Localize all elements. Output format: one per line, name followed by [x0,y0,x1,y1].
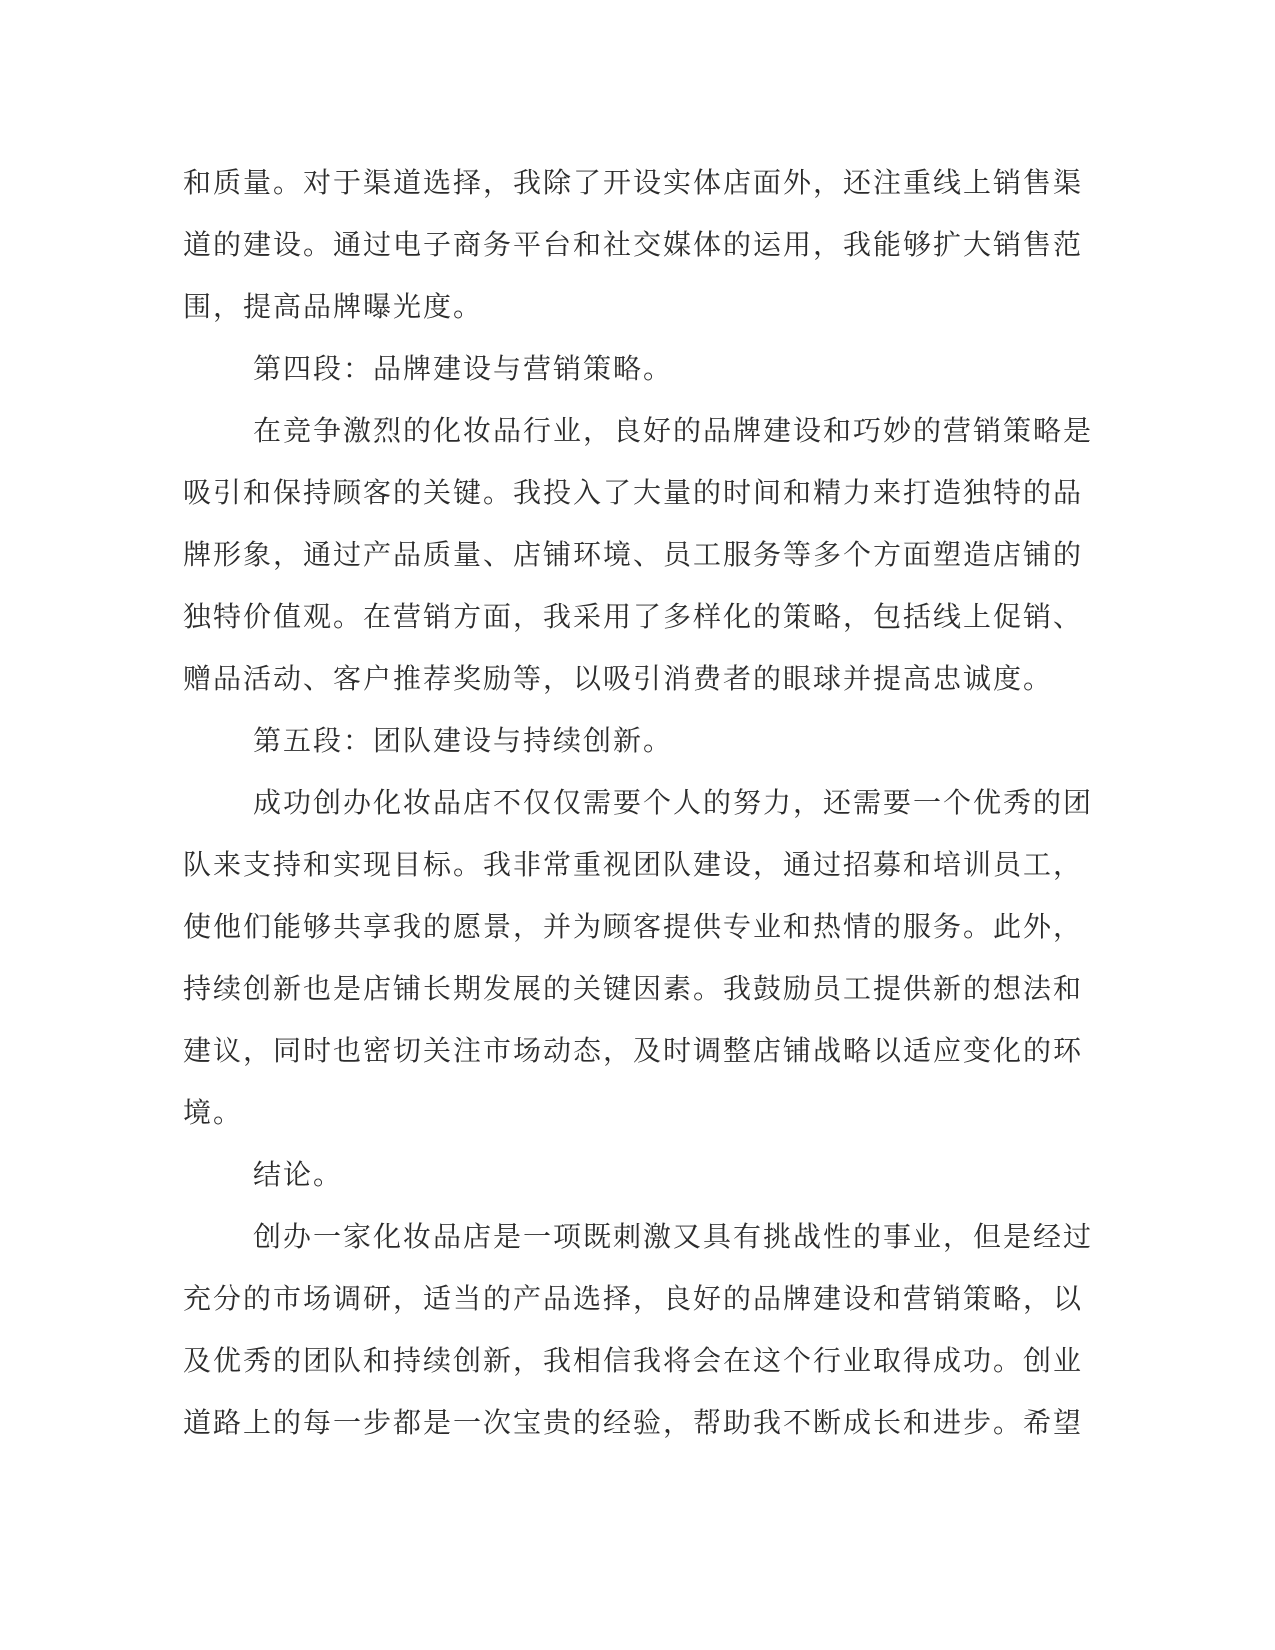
section-5-paragraph [183,772,1094,1144]
paragraph-continuation [183,152,1084,338]
text-line: 充分的市场调研，适当的产品选择，良好的品牌建设和营销策略，以 [183,1282,1084,1315]
text-line: 成功创办化妆品店不仅仅需要个人的努力，还需要一个优秀的团 [253,786,1094,819]
text-line: 及优秀的团队和持续创新，我相信我将会在这个行业取得成功。创业 [183,1344,1084,1377]
text-line: 围，提高品牌曝光度。 [183,290,484,323]
section-4-heading: 第四段：品牌建设与营销策略。 [253,352,674,385]
text-line: 队来支持和实现目标。我非常重视团队建设，通过招募和培训员工， [183,848,1084,881]
conclusion-paragraph [183,1206,1094,1454]
conclusion-heading: 结论。 [253,1158,344,1191]
section-4-paragraph [183,400,1094,710]
text-line: 道的建设。通过电子商务平台和社交媒体的运用，我能够扩大销售范 [183,228,1084,261]
text-line: 吸引和保持顾客的关键。我投入了大量的时间和精力来打造独特的品 [183,476,1084,509]
text-line: 和质量。对于渠道选择，我除了开设实体店面外，还注重线上销售渠 [183,166,1084,199]
section-5-heading: 第五段：团队建设与持续创新。 [253,724,674,757]
text-line: 赠品活动、客户推荐奖励等，以吸引消费者的眼球并提高忠诚度。 [183,662,1054,695]
text-line: 独特价值观。在营销方面，我采用了多样化的策略，包括线上促销、 [183,600,1084,633]
text-line: 创办一家化妆品店是一项既刺激又具有挑战性的事业，但是经过 [253,1220,1094,1253]
text-line: 持续创新也是店铺长期发展的关键因素。我鼓励员工提供新的想法和 [183,972,1084,1005]
text-line: 境。 [183,1096,244,1129]
document-body [183,152,1094,1454]
text-line: 建议，同时也密切关注市场动态，及时调整店铺战略以适应变化的环 [183,1034,1084,1067]
text-line: 在竞争激烈的化妆品行业，良好的品牌建设和巧妙的营销策略是 [253,414,1094,447]
text-line: 道路上的每一步都是一次宝贵的经验，帮助我不断成长和进步。希望 [183,1406,1084,1439]
text-line: 使他们能够共享我的愿景，并为顾客提供专业和热情的服务。此外， [183,910,1084,943]
text-line: 牌形象，通过产品质量、店铺环境、员工服务等多个方面塑造店铺的 [183,538,1084,571]
